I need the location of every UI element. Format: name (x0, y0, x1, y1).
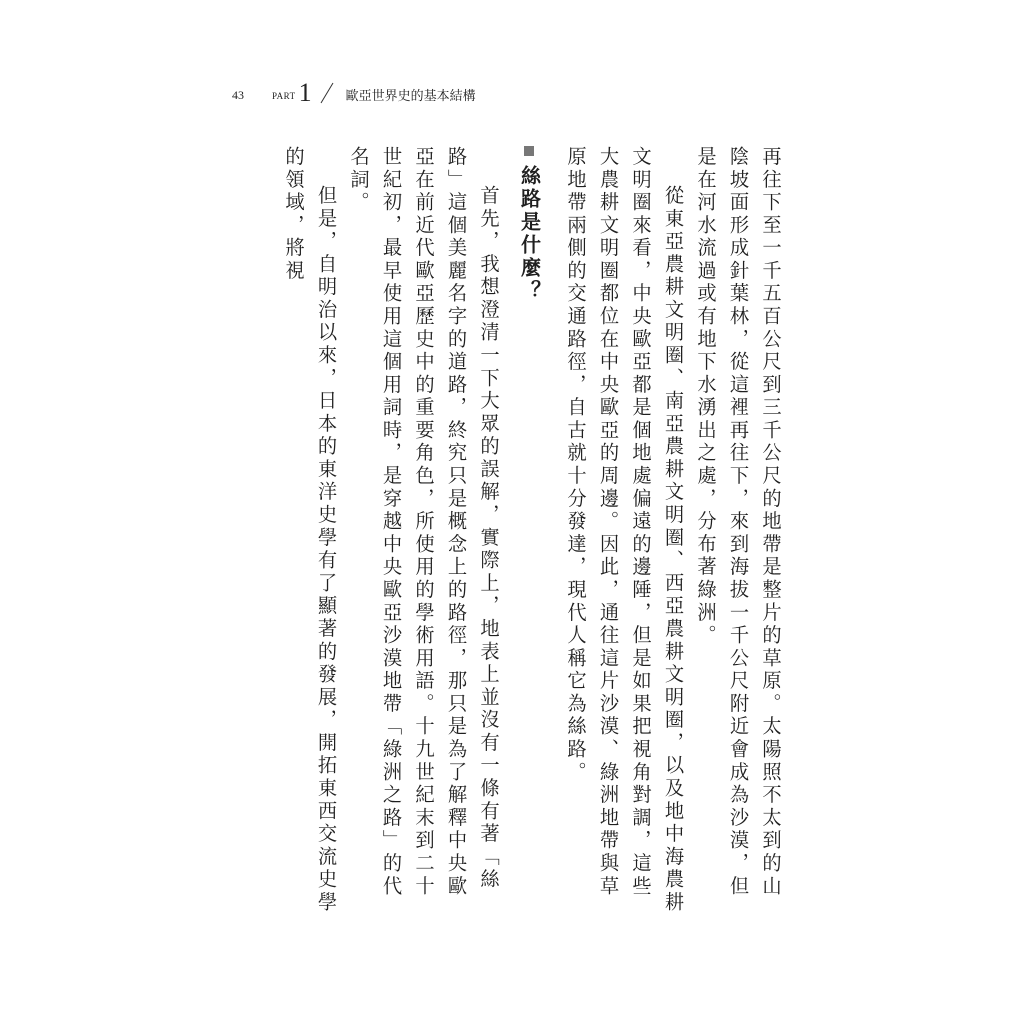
section-heading (513, 146, 546, 916)
paragraph: 但是，自明治以來，日本的東洋史學有了顯著的發展，開拓東西交流史學的領域，將視 (282, 146, 338, 914)
paragraph-continued: 再往下至一千五百公尺到三千公尺的地帶是整片的草原。太陽照不太到的山陰坡面形成針葉林，從這裡再往下，來到海拔一千公尺附近會成為沙漠，但是在河水流過或有地下水湧出之處，分布著綠洲。 (694, 146, 782, 899)
square-bullet-icon (524, 146, 534, 156)
running-header (232, 80, 476, 106)
slash-divider-icon (318, 82, 336, 104)
section-heading-text: 絲路是什麼？ (517, 165, 542, 303)
paragraph: 首先，我想澄清一下大眾的誤解，實際上，地表上並沒有一條有著「絲路」這個美麗名字的道路，終究只是概念上的路徑，那只是為了解釋中央歐亞在前近代歐亞歷史中的重要角色，所使用的學術用語。十九世紀末到二十世紀初，最早使用這個用詞時，是穿越中央歐亞沙漠地帶「綠洲之路」的代名詞。 (347, 146, 500, 899)
chapter-title: 歐亞世界史的基本結構 (345, 89, 476, 104)
page-number: 43 (232, 87, 244, 102)
part-number: 1 (298, 78, 312, 107)
paragraph: 從東亞農耕文明圈、南亞農耕文明圈、西亞農耕文明圈，以及地中海農耕文明圈來看，中央歐亞都是個地處偏遠的邊陲，但是如果把視角對調，這些大農耕文明圈都位在中央歐亞的周邊。因此，通往這片沙漠、綠洲地帶與草原地帶兩側的交通路徑，自古就十分發達，現代人稱它為絲路。 (564, 146, 685, 914)
part-label: PART (272, 90, 296, 101)
vertical-body-text (277, 146, 787, 916)
